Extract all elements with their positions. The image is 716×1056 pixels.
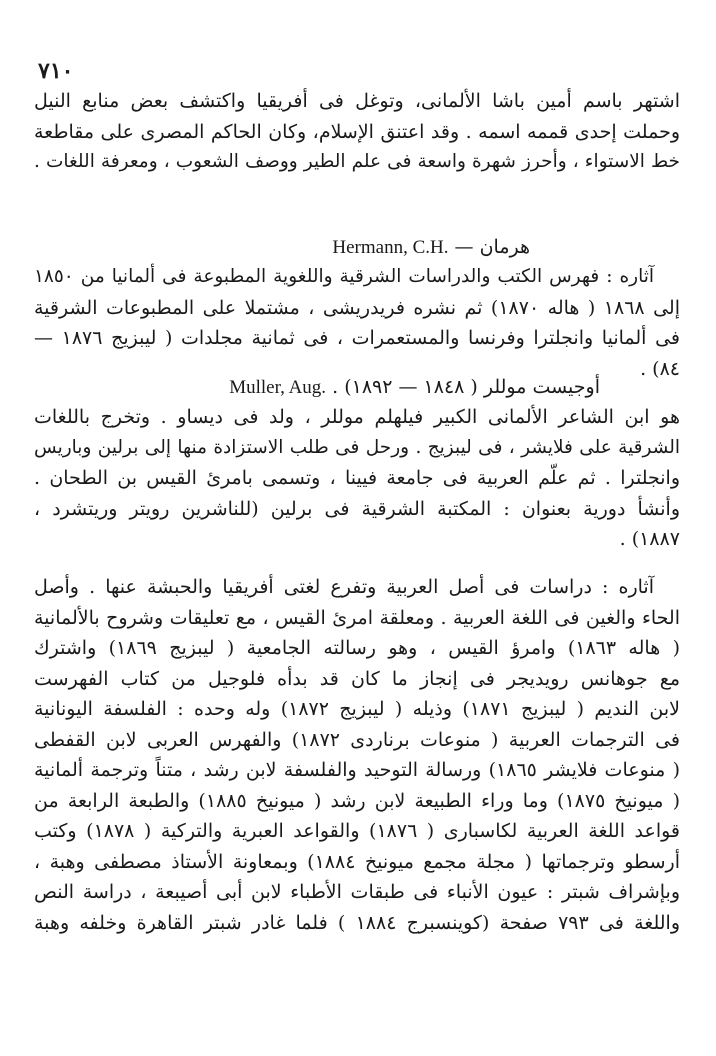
text-line: هو ابن الشاعر الألمانى الكبير فيلهلم موللر ، ولد فى ديساو . وتخرج باللغات bbox=[34, 406, 680, 428]
heading-latin: Hermann, C.H. bbox=[332, 237, 449, 258]
heading-arabic: أوجيست موللر ( ١٨٤٨ — ١٨٩٢) . bbox=[332, 376, 600, 398]
paragraph-intro bbox=[34, 86, 680, 178]
text-line: ( ميونيخ ١٨٧٥) وما وراء الطبيعة لابن رشد ( ميونيخ ١٨٨٥) والطبعة الرابعة من bbox=[34, 789, 680, 812]
text-line: ٨٤) . bbox=[640, 357, 680, 380]
text-line: فى ألمانيا وانجلترا وفرنسا والمستعمرات ، فى ثمانية مجلدات ( ليبزيج ١٨٧٦ — bbox=[34, 327, 680, 349]
text-line: آثاره : دراسات فى أصل العربية وتفرع لغتى أفريقيا والحبشة عنها . وأصل bbox=[34, 576, 654, 598]
text-line: ( منوعات فلايشر ١٨٦٥) ورسالة التوحيد والفلسفة لابن رشد ، متناً وترجمة ألمانية bbox=[34, 759, 680, 781]
heading-arabic: هرمان — bbox=[454, 236, 530, 258]
text-line: قواعد اللغة العربية لكاسبارى ( ١٨٧٦) والقواعد العبرية والتركية ( ١٨٧٨) وكتب bbox=[34, 820, 680, 842]
paragraph-hermann-works bbox=[34, 262, 680, 384]
text-line: ١٨٨٧) . bbox=[619, 528, 680, 550]
text-line: ( هاله ١٨٦٣) وامرؤ القيس ، وهو رسالته الجامعية ( ليبزيج ١٨٦٩) واشترك bbox=[34, 637, 680, 659]
text-line: وأنشأ دورية بعنوان : المكتبة الشرقية فى برلين (للناشرين رويتر وريتشرد ، bbox=[34, 497, 680, 520]
page-number: ٧١٠ bbox=[38, 58, 74, 84]
text-line: وحملت إحدى قممه اسمه . وقد اعتنق الإسلام، وكان الحاكم المصرى على مقاطعة bbox=[34, 120, 680, 143]
text-line: اشتهر باسم أمين باشا الألمانى، وتوغل فى أفريقيا واكتشف بعض منابع النيل bbox=[34, 90, 680, 112]
text-line: خط الاستواء ، وأحرز شهرة واسعة فى علم الطير ووصف الشعوب ، ومعرفة اللغات . bbox=[34, 151, 680, 172]
text-line: لابن النديم ( ليبزيج ١٨٧١) وذيله ( ليبزيج ١٨٧٢) وله وحده : الفلسفة اليونانية bbox=[34, 698, 680, 720]
text-line: وانجلترا . ثم علّم العربية فى جامعة فيينا ، وتسمى بامرئ القيس بن الطحان . bbox=[34, 467, 680, 489]
text-line: إلى ١٨٦٨ ( هاله ١٨٧٠) ثم نشره فريدريشى ، مشتملا على المطبوعات الشرقية bbox=[34, 296, 680, 319]
text-line: أرسطو وترجماتها ( مجلة مجمع ميونيخ ١٨٨٤) وبمعاونة الأستاذ مصطفى وهبة ، bbox=[34, 850, 680, 873]
text-line: الحاء والغين فى اللغة العربية . ومعلقة امرئ القيس ، مع تعليقات وشروح بالألمانية bbox=[34, 606, 680, 629]
text-line: مع جوهانس رويديجر فى إنجاز ما كان قد بدأه فلوجيل من كتاب الفهرست bbox=[34, 667, 680, 690]
paragraph-muller-bio bbox=[34, 402, 680, 555]
paragraph-muller-works bbox=[34, 572, 680, 938]
text-line: الشرقية على فلايشر ، فى ليبزيج . ورحل فى طلب الاستزادة منها إلى برلين وباريس bbox=[34, 436, 680, 458]
text-line: واللغة فى ٧٩٣ صفحة (كوينسبرج ١٨٨٤ ) فلما غادر شبتر القاهرة وخلفه وهبة bbox=[34, 911, 680, 934]
text-line: وبإشراف شبتر : عيون الأنباء فى طبقات الأطباء لابن أبى أصيبعة ، دراسة النص bbox=[34, 881, 680, 903]
text-line: آثاره : فهرس الكتب والدراسات الشرقية واللغوية المطبوعة فى ألمانيا من ١٨٥٠ bbox=[34, 266, 654, 287]
entry-heading-hermann bbox=[34, 232, 680, 264]
heading-latin: Muller, Aug. bbox=[229, 377, 327, 398]
entry-heading-muller bbox=[34, 372, 680, 404]
text-line: فى الترجمات العربية ( منوعات برناردى ١٨٧٢) والفهرس العربى لابن القفطى bbox=[34, 728, 680, 751]
